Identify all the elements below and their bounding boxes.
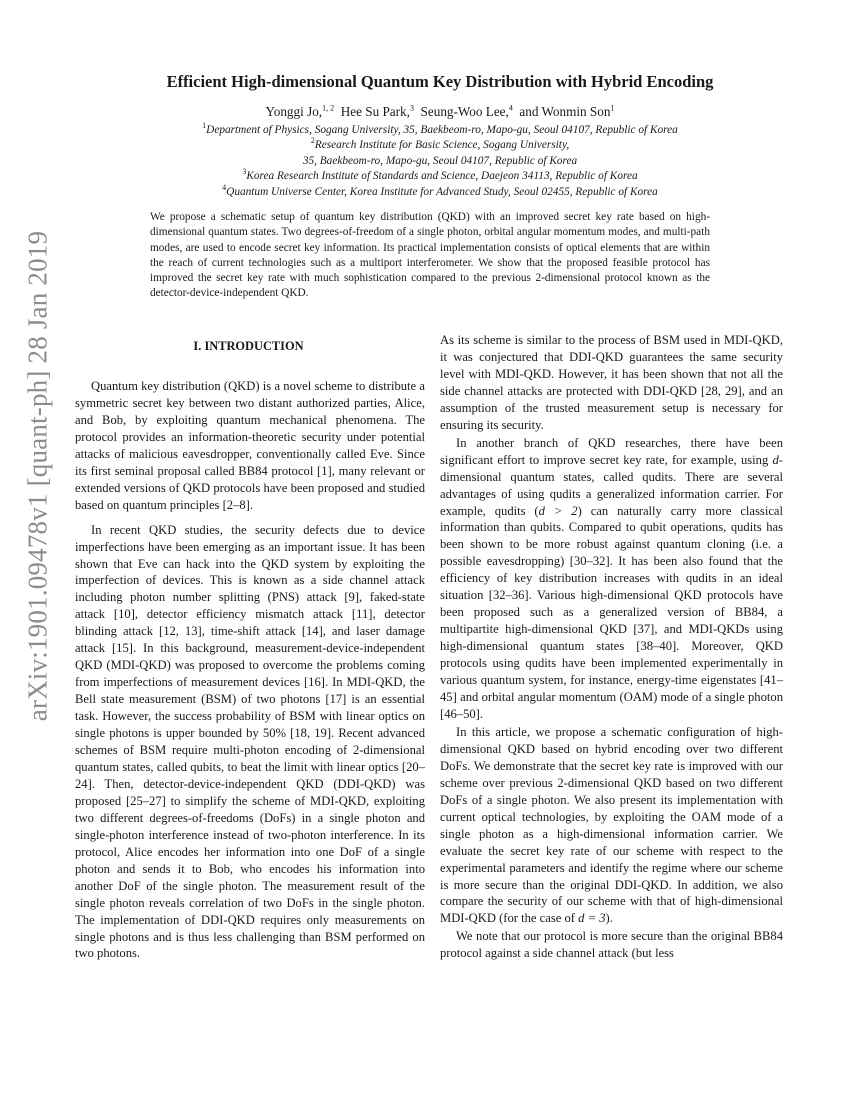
text-run: In this article, we propose a schematic configuration of high-dimensional QKD based on hybrid encoding over two different DoFs. We demonstrate that the secret key rate is improved with our scheme over previous 2-dimensional QKD based on two different DoFs of a single photon. We also present its implementation with current optical technologies, by exploiting the OAM mode of a single photon as a high-dimensional information carrier. We evaluate the secret key rate of our scheme with respect to the experimental parameters and identify the regime where our scheme is more secure than the original DDI-QKD. In addition, we also compare the security of our scheme with that of high-dimensional MDI-QKD (for the case of [440,724,783,926]
affil-sup: 2 [310,136,315,146]
affil-text: Quantum Universe Center, Korea Institute for Advanced Study, Seoul 02455, Republic of Korea [226,185,658,198]
text-run: In another branch of QKD researches, there have been significant effort to improve secret key rate, for example, using [440,435,783,467]
paragraph [440,435,783,723]
affil-text: Department of Physics, Sogang University, 35, Baekbeom-ro, Mapo-gu, Seoul 04107, Republic of Korea [206,124,678,136]
paragraph: In recent QKD studies, the security defects due to device imperfections have been emerging as an important issue. It has been shown that Eve can hack into the QKD system by exploiting the imperfection of devices. This is known as a side channel attack including photon number splitting (PNS) attack [9], faked-state attack [10], detector efficiency mismatch attack [11], detector blinding attack [12, 13], time-shift attack [14], and laser damage attack [15]. In this background, measurement-device-independent QKD (MDI-QKD) was proposed to overcome the problems coming from imperfections of measurement devices [16]. In MDI-QKD, the Bell state measurement (BSM) of two photons [17] is an essential task. However, the success probability of BSM with linear optics on single photons is upper bounded by 50% [18, 19]. Recent advanced schemes of BSM require multi-photon encoding of 2-dimensional quantum states, called qubits, to beat the limit with linear optics [20–24]. Then, detector-device-independent QKD (DDI-QKD) was proposed [25–27] to simplify the scheme of MDI-QKD, exploiting two different degrees-of-freedoms (DoFs) in a single photon and single-photon interference instead of two-photon interference. In its protocol, Alice encodes her information into one DoF of a single photon and sends it to Bob, who encodes his information into another DoF of the single photon. The measurement result of the single photon reveals correlation of two DoFs in the single photon. The implementation of DDI-QKD requires only measurements on single photons and is thus less challenging than BSM performed on two photons. [75,522,425,961]
author: Hee Su Park, [340,104,410,119]
affil-text: Korea Research Institute of Standards and Science, Daejeon 34113, Republic of Korea [246,170,638,183]
author-affil-sup: 1, 2 [322,103,335,113]
text-run: ) can naturally carry more classical information than qubits. Compared to qubit operations, qudits has been shown to be more robust against quantum cloning (i.e. a possible eavesdropping) [30–32]. It has been also found that the efficiency of key distribution increases with qudits in an ideal situation [32–36]. Various high-dimensional QKD protocols have been proposed such as a generalized version of BB84, a multipartite high-dimensional QKD [37], and MDI-QKDs using high-dimensional quantum states [38–40]. Moreover, QKD protocols using qudits have been implemented experimentally in various quantum system, for instance, energy-time eigenstates [41–45] and orbital angular momentum (OAM) mode of a single photon [46–50]. [440,503,784,721]
affiliation-line [100,169,780,184]
author: Seung-Woo Lee, [420,104,509,119]
abstract: We propose a schematic setup of quantum key distribution (QKD) with an improved secret key rate based on high-dimensional quantum states. Two degrees-of-freedom of a single photon, orbital angular momentum modes, and multi-path modes, are used to encode secret key information. Its practical implementation consists of optical elements that are within the reach of current technologies such as a multiport interferometer. We show that the proposed feasible protocol has improved the secret key rate with much sophistication compared to the previous 2-dimensional protocol known as the detector-device-independent QKD. [150,211,710,300]
affiliation-line [100,138,780,153]
affil-text: 35, Baekbeom-ro, Mapo-gu, Seoul 04107, Republic of Korea [302,154,578,167]
author-affil-sup: 1 [610,103,615,113]
affil-sup: 3 [242,167,247,177]
paragraph: We note that our protocol is more secure than the original BB84 protocol against a side channel attack (but less [440,929,783,961]
math-expr: d > 2 [538,503,578,518]
arxiv-identifier: arXiv:1901.09478v1 [quant-ph] 28 Jan 2019 [22,230,53,722]
arxiv-side-stamp [22,0,54,1100]
author-affil-sup: 3 [409,103,414,113]
affil-text: Research Institute for Basic Science, Sogang University, [314,139,570,152]
text-run: ). [605,911,613,926]
author-affil-sup: 4 [508,103,513,113]
section-heading-introduction: I. INTRODUCTION [193,339,304,353]
paragraph: As its scheme is similar to the process of BSM used in MDI-QKD, it was conjectured that DDI-QKD guarantees the same security level with MDI-QKD. However, it has been shown that not all the side channel attacks are protected with DDI-QKD [28, 29], and an assumption of the trusted measurement setup is necessary for ensuring its security. [440,333,783,432]
author-list [100,104,780,120]
affiliation-line [100,123,780,138]
left-column [75,378,425,962]
affil-sup: 4 [222,182,227,192]
author: Yonggi Jo, [265,104,323,119]
text-run: -dimensional quantum states, called qudits. There are several advantages of using qudits a generalized information carrier. For example, qudits ( [440,452,783,518]
paragraph: Quantum key distribution (QKD) is a novel scheme to distribute a symmetric secret key between two distant authorized parties, Alice, and Bob, by exploiting quantum mechanical phenomena. The protocol provides an information-theoretic security under potential attacks of malicious eavesdropper, conventionally called Eve. Since its first seminal proposal called BB84 protocol [1], many relevant or extended versions of QKD protocols have been proposed and studied based on quantum principles [2–8]. [75,379,425,512]
affiliation-line [100,182,780,200]
affiliation-line [100,154,780,169]
affil-sup: 1 [202,121,207,131]
right-column [440,332,783,962]
author: and Wonmin Son [519,104,611,119]
affiliations [100,123,780,200]
paragraph [440,724,783,927]
paper-title: Efficient High-dimensional Quantum Key Distribution with Hybrid Encoding [166,72,714,91]
math-var: d [772,452,779,467]
math-expr: d = 3 [578,911,606,926]
